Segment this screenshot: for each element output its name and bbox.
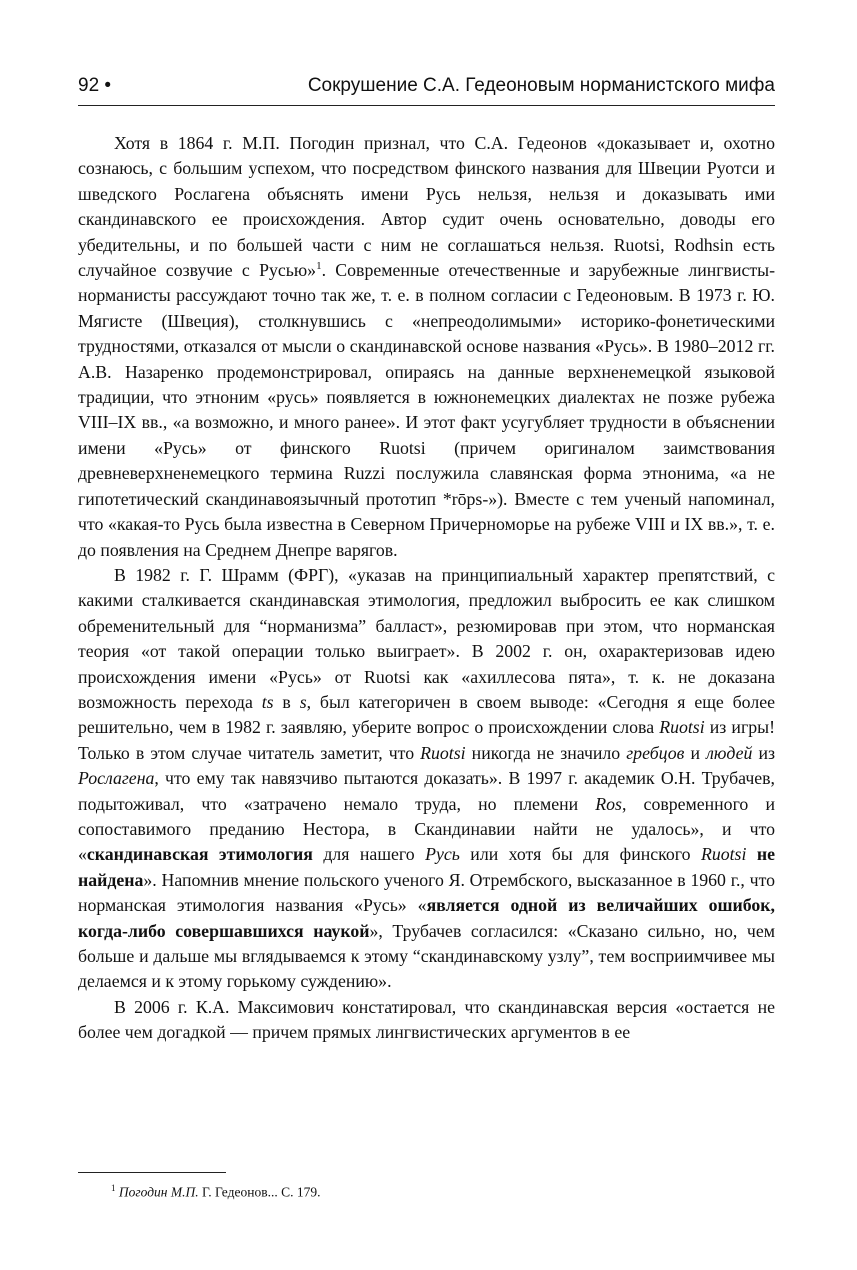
bold-phrase: является одной из величайших ошибок, когда-либо совершавшихся наукой: [78, 895, 775, 941]
bold-phrase: скандинавская этимология: [86, 844, 313, 865]
paragraph-3: В 2006 г. К.А. Максимович констатировал, что скандинавская версия «остается не более чем догадкой — причем прямых лингвистических аргументов в ее: [78, 996, 775, 1043]
footnote-number: 1: [111, 1183, 116, 1193]
paragraph-1: Хотя в 1864 г. М.П. Погодин признал, что С.А. Гедеонов «доказывает и, охотно сознаюсь, с большим успехом, что посредством финского названия для Швеции Руотси и шведского Рослагена объяснять имени Русь нельзя, нельзя и доказывать ими скандинавского ее происхождения. Автор судит очень основательно, доводы его убедительны, и по большей части с ним не соглашаться нельзя. Ruotsi, Rodhsin есть случайное созвучие с Русью»$^1$. Современные отечественные и зарубежные лингвисты-норманисты рассуждают точно так же, т. е. в полном согласии с Гедеоновым. В 1973 г. Ю. Мягисте (Швеция), столкнувшись с «непреодолимыми» историко-фонетическими трудностями, отказался от мысли о скандинавской основе названия «Русь». В 1980–2012 гг. А.В. Назаренко продемонстрировал, опираясь на данные верхненемецкой языковой традиции, что этноним «русь» появляется в южнонемецких диалектах не позже рубежа VIII–IX вв., «а возможно, и много ранее». И этот факт усугубляет трудности в объяснении имени «Русь» от финского Ruotsi (причем оригиналом заимствования древневерхненемецкого термина Ruzzi послужила славянская форма этнонима, «а не гипотетический скандинавоязычный прототип *rōps-»). Вместе с тем ученый напоминал, что «какая-то Русь была известна в Северном Причерноморье на рубеже VIII и IX вв.», т. е. до появления на Среднем Днепре варягов.: [78, 133, 776, 560]
page-number: 92 •: [78, 75, 112, 96]
header-rule: [78, 105, 775, 106]
paragraph-2: В 1982 г. Г. Шрамм (ФРГ), «указав на принципиальный характер препятствий, с какими сталкивается скандинавская этимология, предложил выбросить ее как слишком обременительный для “норманизма” балласт», резюмировав при этом, что норманская теория «от такой операции только выиграет». В 2002 г. он, охарактеризовав идею происхождения имени «Русь» от Ruotsi как «ахиллесова пята», т. к. не доказана возможность перехода ts в s, был категоричен в своем выводе: «Сегодня я еще более решительно, чем в 1982 г. заявляю, уберите вопрос о происхождении слова Ruotsi из игры! Только в этом случае читатель заметит, что Ruotsi никогда не значило гребцов и людей из Рослагена, что ему так навязчиво пытаются доказать». В 1997 г. академик О.Н. Трубачев, подытоживал, что «затрачено немало труда, но племени Ros, современного и сопоставимого преданию Нестора, в Скандинавии найти не удалось», и что «скандинавская этимология для нашего Русь или хотя бы для финского Ruotsi не найдена». Напомнив мнение польского ученого Я. Отрембского, высказанное в 1960 г., что норманская этимология названия «Русь» «является одной из величайших ошибок, когда-либо совершавшихся наукой», Трубачев согласился: «Сказано сильно, но, чем больше и дальше мы вглядываемся к этому “скандинавскому узлу”, тем восприимчивее мы делаемся и к этому горькому суждению».: [78, 564, 775, 992]
footnote-rule: [78, 1172, 226, 1173]
running-header: [78, 71, 775, 105]
running-title: Сокрушение С.А. Гедеоновым норманистского мифа: [307, 75, 775, 96]
footnote-author: Погодин М.П.: [118, 1184, 199, 1200]
bold-phrase: не найдена: [78, 844, 775, 890]
footnote: $^1$ Погодин М.П. Г. Гедеонов... С. 179.: [111, 1183, 321, 1200]
body-text: [78, 131, 775, 1046]
header-bullet: •: [104, 75, 112, 96]
footnote-ref: 1: [316, 260, 322, 273]
